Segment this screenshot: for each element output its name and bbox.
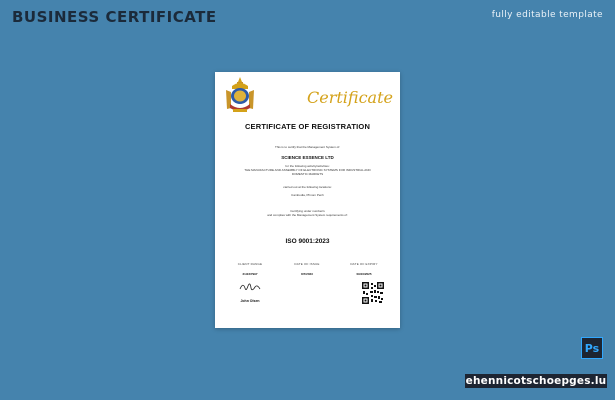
assessed-line-2: and complies with the Management System requirements of:	[267, 213, 348, 217]
company-name: SCIENCE ESSENCE LTD	[281, 155, 334, 160]
assessed-line-1: Certifying under number/s	[290, 209, 325, 213]
certificate-title: CERTIFICATE OF REGISTRATION	[244, 122, 371, 131]
date-of-issue	[282, 262, 332, 276]
date-of-expiry-label: DATE OF EXPIRY	[350, 262, 378, 266]
watermark-label: ehennicotschoepges.lu	[465, 375, 607, 387]
royal-emblem-icon	[223, 76, 257, 114]
activity-intro: for the following activity/activities:	[285, 164, 330, 168]
date-of-expiry-value: 09/10/2025	[356, 272, 372, 276]
date-of-issue-value: 8/7/2023	[301, 272, 313, 276]
qr-code-icon	[362, 282, 384, 304]
date-of-issue-label: DATE OF ISSUE	[294, 262, 320, 266]
date-of-expiry	[339, 262, 389, 276]
intro-text: This is to certify that the Management System of:	[274, 145, 341, 149]
certificate-preview	[215, 72, 400, 328]
photoshop-icon: Ps	[581, 337, 603, 359]
client-range-label: CLIENT RANGE	[237, 262, 263, 266]
certificate-script-heading: Certificate	[307, 88, 393, 107]
client-range-value: 21/23/7997	[242, 272, 258, 276]
standard-code: ISO 9001:2023	[285, 238, 330, 245]
editable-note: fully editable template	[491, 10, 603, 20]
signer-name: John Olsen	[240, 299, 260, 303]
signature-icon	[237, 280, 263, 294]
location-text: Cambodia, Phnom Penh	[291, 193, 324, 197]
client-range	[225, 262, 275, 276]
location-intro: carried out at the following locations:	[283, 185, 332, 189]
activity-text: THE MANUFACTURE AND ASSEMBLY OF ELECTRONIC SYSTEMS FOR INDUSTRIAL AND DOMESTIC MARKETS	[244, 168, 371, 176]
page-title: BUSINESS CERTIFICATE	[12, 8, 217, 26]
